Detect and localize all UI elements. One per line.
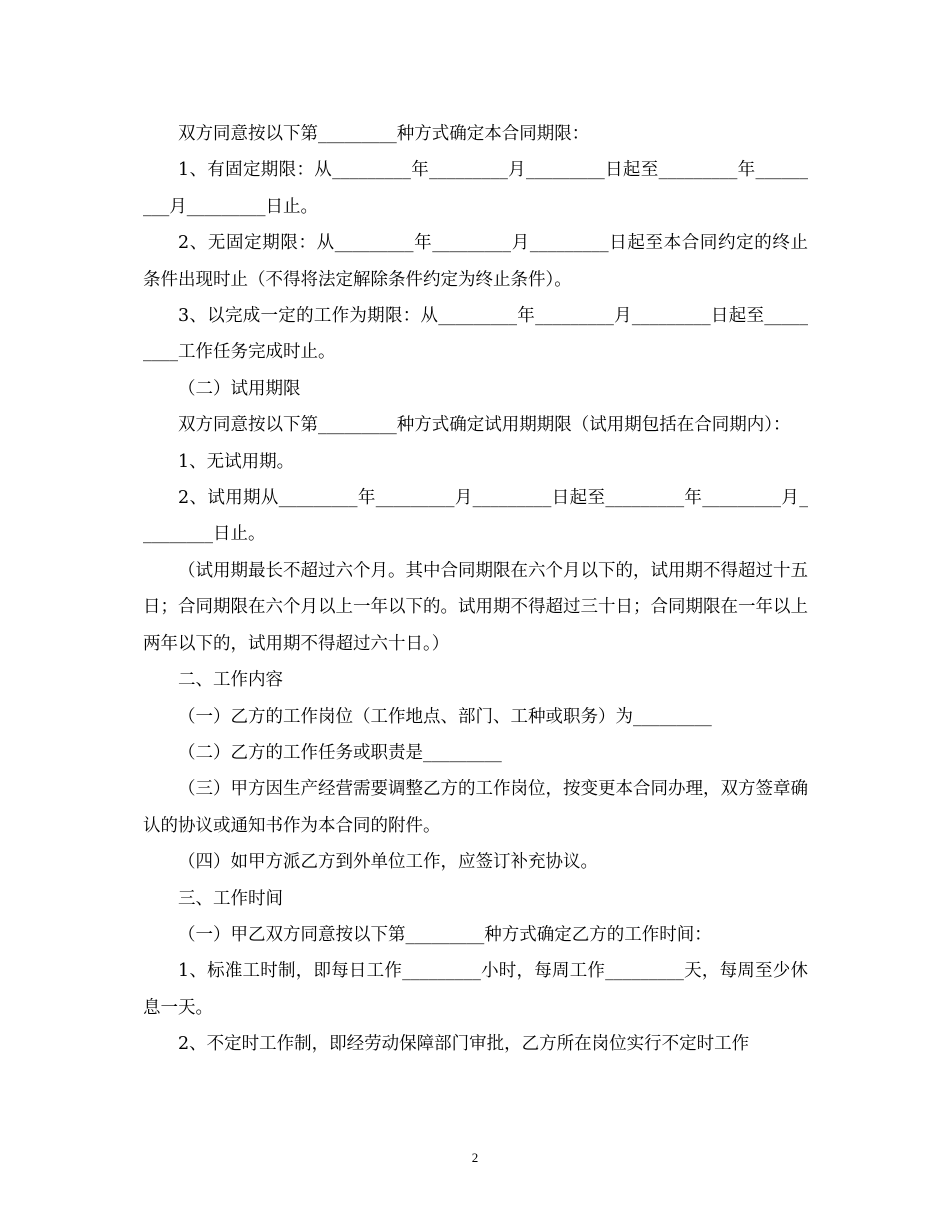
working-hours-heading: 三、工作时间 [178,888,283,909]
probation-heading: （二）试用期限 [178,378,301,399]
working-hours-intro: （一）甲乙双方同意按以下第_________种方式确定乙方的工作时间： [178,924,712,945]
work-content-heading: 二、工作内容 [178,670,283,691]
work-duties-clause: （二）乙方的工作任务或职责是_________ [178,742,502,763]
standard-hours-option: 1、标准工时制，即每日工作_________小时，每周工作_________天，每周至少休息一天。 [143,961,808,1018]
page-number: 2 [471,1150,479,1165]
flexible-hours-option: 2、不定时工作制，即经劳动保障部门审批，乙方所在岗位实行不定时工作 [178,1034,750,1055]
probation-intro: 双方同意按以下第_________种方式确定试用期期限（试用期包括在合同期内）： [178,415,791,436]
document-body [143,116,808,1063]
external-assignment-clause: （四）如甲方派乙方到外单位工作，应签订补充协议。 [178,852,598,873]
position-adjustment-clause: （三）甲方因生产经营需要调整乙方的工作岗位，按变更本合同办理，双方签章确认的协议或通知书作为本合同的附件。 [143,779,808,836]
work-position-clause: （一）乙方的工作岗位（工作地点、部门、工种或职务）为_________ [178,706,712,727]
contract-term-intro: 双方同意按以下第_________种方式确定本合同期限： [178,124,590,144]
probation-period-option: 2、试用期从_________年_________月_________日起至_________年_________月_________日止。 [143,488,808,545]
open-term-option: 2、无固定期限：从_________年_________月_________日起至本合同约定的终止条件出现时止（不得将法定解除条件约定为终止条件）。 [143,233,808,290]
fixed-term-option: 1、有固定期限：从_________年_________月_________日起至_________年_________月_________日止。 [143,160,808,217]
task-term-option: 3、以完成一定的工作为期限：从_________年_________月_________日起至_________工作任务完成时止。 [143,306,808,363]
probation-note: （试用期最长不超过六个月。其中合同期限在六个月以下的，试用期不得超过十五日；合同期限在六个月以上一年以下的。试用期不得超过三十日；合同期限在一年以上两年以下的，试用期不得超过六十日。） [143,560,808,654]
no-probation-option: 1、无试用期。 [178,451,295,472]
